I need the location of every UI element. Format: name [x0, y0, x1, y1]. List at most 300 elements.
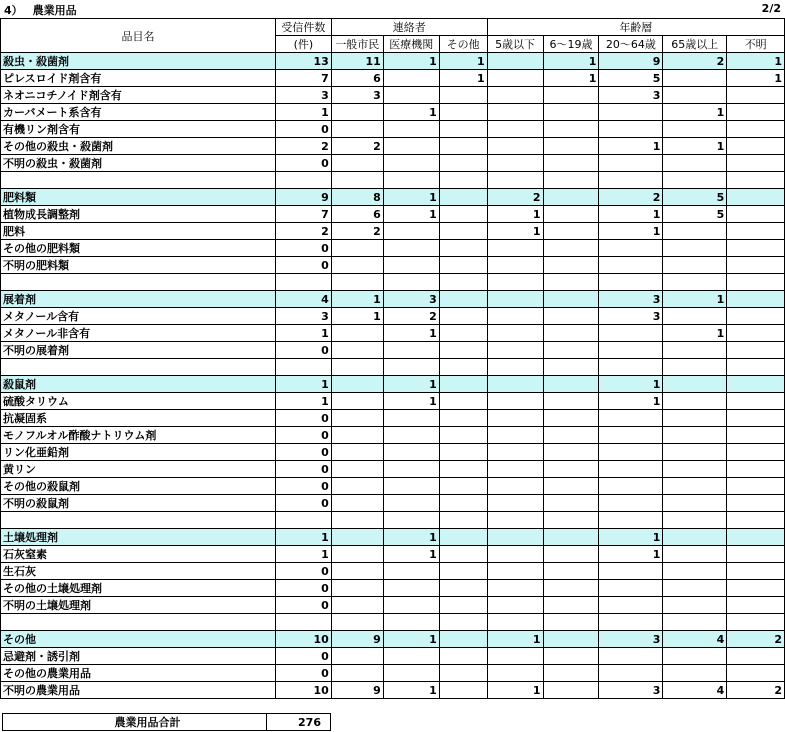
item-name: メタノール含有 [1, 308, 276, 325]
count-cell: 0 [275, 257, 331, 274]
value-cell [663, 121, 727, 138]
value-cell [663, 648, 727, 665]
value-cell [331, 546, 383, 563]
item-row [1, 70, 785, 87]
value-cell [439, 393, 487, 410]
value-cell [727, 342, 785, 359]
item-name: 石灰窒素 [1, 546, 276, 563]
value-cell [663, 478, 727, 495]
spacer-cell [487, 614, 543, 631]
category-row [1, 291, 785, 308]
value-cell [439, 427, 487, 444]
spacer-cell [727, 359, 785, 376]
spacer-cell [663, 359, 727, 376]
spacer-cell [383, 512, 439, 529]
spacer-cell [383, 274, 439, 291]
count-cell: 9 [275, 189, 331, 206]
value-cell [543, 121, 599, 138]
header-age-col: 不明 [727, 36, 785, 53]
value-cell [383, 87, 439, 104]
value-cell: 1 [543, 53, 599, 70]
value-cell [439, 121, 487, 138]
spacer-cell [439, 614, 487, 631]
value-cell [543, 325, 599, 342]
spacer-cell [439, 512, 487, 529]
value-cell [439, 529, 487, 546]
value-cell: 3 [599, 308, 663, 325]
category-row [1, 631, 785, 648]
value-cell: 2 [383, 308, 439, 325]
spacer-cell [275, 359, 331, 376]
value-cell [663, 580, 727, 597]
value-cell [331, 393, 383, 410]
header-contact-group: 連絡者 [331, 19, 487, 36]
value-cell [663, 597, 727, 614]
value-cell [487, 393, 543, 410]
spacer-cell [599, 512, 663, 529]
count-cell: 1 [275, 104, 331, 121]
value-cell [543, 563, 599, 580]
value-cell [331, 257, 383, 274]
value-cell [331, 342, 383, 359]
item-name: 植物成長調整剤 [1, 206, 276, 223]
item-name: 硫酸タリウム [1, 393, 276, 410]
count-cell: 2 [275, 138, 331, 155]
spacer-cell [663, 512, 727, 529]
value-cell [331, 376, 383, 393]
spacer-cell [331, 614, 383, 631]
item-row [1, 665, 785, 682]
value-cell [487, 478, 543, 495]
value-cell [727, 325, 785, 342]
spacer-row [1, 614, 785, 631]
value-cell [439, 461, 487, 478]
spacer-cell [487, 359, 543, 376]
value-cell [383, 478, 439, 495]
value-cell [663, 87, 727, 104]
value-cell [599, 155, 663, 172]
item-name: 不明の殺鼠剤 [1, 495, 276, 512]
count-cell: 7 [275, 70, 331, 87]
value-cell: 3 [599, 631, 663, 648]
item-row [1, 495, 785, 512]
count-cell: 0 [275, 563, 331, 580]
spacer-cell [543, 274, 599, 291]
agri-products-table [0, 18, 785, 699]
value-cell [487, 597, 543, 614]
value-cell [487, 121, 543, 138]
spacer-cell [1, 512, 276, 529]
value-cell: 1 [543, 70, 599, 87]
item-name: その他の殺虫・殺菌剤 [1, 138, 276, 155]
value-cell [727, 427, 785, 444]
value-cell [727, 461, 785, 478]
spacer-cell [663, 172, 727, 189]
value-cell [439, 189, 487, 206]
value-cell: 1 [331, 291, 383, 308]
value-cell [331, 529, 383, 546]
count-cell: 3 [275, 308, 331, 325]
value-cell [599, 444, 663, 461]
value-cell: 5 [663, 189, 727, 206]
value-cell: 1 [599, 546, 663, 563]
value-cell: 1 [663, 291, 727, 308]
count-cell: 0 [275, 495, 331, 512]
item-row [1, 597, 785, 614]
value-cell: 1 [599, 393, 663, 410]
value-cell [663, 546, 727, 563]
item-row [1, 648, 785, 665]
value-cell [727, 376, 785, 393]
total-table [2, 713, 331, 731]
value-cell [439, 478, 487, 495]
category-name: その他 [1, 631, 276, 648]
value-cell [727, 138, 785, 155]
value-cell: 2 [727, 682, 785, 699]
value-cell [727, 478, 785, 495]
value-cell: 9 [331, 631, 383, 648]
header-item-name: 品目名 [1, 19, 276, 53]
item-row [1, 104, 785, 121]
count-cell: 13 [275, 53, 331, 70]
value-cell [487, 410, 543, 427]
value-cell [331, 563, 383, 580]
count-cell: 1 [275, 376, 331, 393]
value-cell: 1 [487, 682, 543, 699]
value-cell: 2 [487, 189, 543, 206]
item-name: 忌避剤・誘引剤 [1, 648, 276, 665]
value-cell [599, 478, 663, 495]
value-cell: 2 [727, 631, 785, 648]
value-cell: 1 [599, 138, 663, 155]
spacer-cell [487, 274, 543, 291]
value-cell [487, 665, 543, 682]
value-cell [383, 155, 439, 172]
value-cell [663, 427, 727, 444]
item-name: その他の殺鼠剤 [1, 478, 276, 495]
header-received-unit: (件) [275, 36, 331, 53]
value-cell [439, 104, 487, 121]
spacer-cell [439, 172, 487, 189]
value-cell: 1 [599, 376, 663, 393]
value-cell: 1 [383, 393, 439, 410]
count-cell: 2 [275, 223, 331, 240]
value-cell: 1 [331, 308, 383, 325]
value-cell [663, 223, 727, 240]
spacer-cell [543, 172, 599, 189]
item-name: ピレスロイド剤含有 [1, 70, 276, 87]
value-cell [543, 461, 599, 478]
value-cell: 1 [383, 631, 439, 648]
item-name: その他の農業用品 [1, 665, 276, 682]
item-row [1, 155, 785, 172]
item-row [1, 461, 785, 478]
value-cell [727, 665, 785, 682]
value-cell [727, 257, 785, 274]
value-cell [383, 563, 439, 580]
value-cell: 6 [331, 70, 383, 87]
value-cell: 4 [663, 682, 727, 699]
count-cell: 0 [275, 240, 331, 257]
category-name: 肥料類 [1, 189, 276, 206]
value-cell [383, 597, 439, 614]
value-cell [383, 495, 439, 512]
item-row [1, 308, 785, 325]
category-name: 展着剤 [1, 291, 276, 308]
value-cell: 9 [599, 53, 663, 70]
value-cell: 1 [439, 70, 487, 87]
value-cell [487, 648, 543, 665]
category-row [1, 529, 785, 546]
spacer-cell [275, 172, 331, 189]
value-cell: 1 [383, 325, 439, 342]
item-name: 肥料 [1, 223, 276, 240]
count-cell: 0 [275, 121, 331, 138]
value-cell [383, 427, 439, 444]
item-name: 不明の肥料類 [1, 257, 276, 274]
item-row [1, 325, 785, 342]
value-cell [663, 461, 727, 478]
count-cell: 0 [275, 410, 331, 427]
value-cell [727, 563, 785, 580]
spacer-cell [599, 359, 663, 376]
value-cell: 3 [383, 291, 439, 308]
spacer-cell [599, 172, 663, 189]
value-cell [487, 155, 543, 172]
value-cell [727, 495, 785, 512]
value-cell [383, 410, 439, 427]
value-cell [543, 682, 599, 699]
count-cell: 0 [275, 648, 331, 665]
value-cell [543, 240, 599, 257]
spacer-cell [275, 614, 331, 631]
count-cell: 7 [275, 206, 331, 223]
value-cell [487, 427, 543, 444]
value-cell [331, 410, 383, 427]
value-cell [599, 342, 663, 359]
header-age-col: 20～64歳 [599, 36, 663, 53]
value-cell [439, 155, 487, 172]
item-row [1, 342, 785, 359]
value-cell [383, 444, 439, 461]
value-cell [727, 580, 785, 597]
value-cell: 1 [487, 223, 543, 240]
value-cell [331, 495, 383, 512]
value-cell [439, 308, 487, 325]
value-cell [331, 665, 383, 682]
item-row [1, 87, 785, 104]
spacer-cell [487, 512, 543, 529]
value-cell [663, 155, 727, 172]
value-cell: 1 [599, 206, 663, 223]
value-cell [331, 648, 383, 665]
value-cell [727, 291, 785, 308]
value-cell [727, 444, 785, 461]
spacer-cell [663, 614, 727, 631]
value-cell [543, 104, 599, 121]
value-cell [439, 138, 487, 155]
item-name: 抗凝固系 [1, 410, 276, 427]
value-cell [439, 240, 487, 257]
value-cell [331, 121, 383, 138]
value-cell [543, 189, 599, 206]
spacer-cell [439, 274, 487, 291]
value-cell: 3 [599, 87, 663, 104]
value-cell [543, 87, 599, 104]
item-name: その他の肥料類 [1, 240, 276, 257]
total-label: 農業用品合計 [3, 714, 267, 731]
value-cell [439, 206, 487, 223]
value-cell: 4 [663, 631, 727, 648]
spacer-cell [1, 359, 276, 376]
spacer-row [1, 512, 785, 529]
category-name: 殺虫・殺菌剤 [1, 53, 276, 70]
header-contact-col: 医療機関 [383, 36, 439, 53]
value-cell [543, 597, 599, 614]
value-cell [599, 563, 663, 580]
spacer-cell [663, 274, 727, 291]
value-cell [383, 121, 439, 138]
item-name: 不明の殺虫・殺菌剤 [1, 155, 276, 172]
value-cell [663, 240, 727, 257]
value-cell [663, 376, 727, 393]
spacer-cell [1, 172, 276, 189]
spacer-cell [727, 172, 785, 189]
value-cell [543, 257, 599, 274]
header-age-col: 5歳以下 [487, 36, 543, 53]
value-cell [663, 393, 727, 410]
item-row [1, 427, 785, 444]
value-cell [487, 53, 543, 70]
value-cell [727, 648, 785, 665]
value-cell [599, 597, 663, 614]
section-name: 農業用品 [32, 4, 77, 17]
item-row [1, 121, 785, 138]
value-cell [439, 648, 487, 665]
value-cell [439, 223, 487, 240]
spacer-row [1, 172, 785, 189]
category-name: 殺鼠剤 [1, 376, 276, 393]
spacer-cell [275, 512, 331, 529]
value-cell [487, 240, 543, 257]
value-cell [543, 529, 599, 546]
value-cell [331, 597, 383, 614]
value-cell [487, 495, 543, 512]
value-cell [331, 325, 383, 342]
count-cell: 0 [275, 597, 331, 614]
count-cell: 0 [275, 580, 331, 597]
value-cell [383, 138, 439, 155]
value-cell [599, 257, 663, 274]
value-cell [543, 155, 599, 172]
value-cell [599, 665, 663, 682]
value-cell [331, 104, 383, 121]
category-row [1, 189, 785, 206]
item-name: 不明の農業用品 [1, 682, 276, 699]
value-cell [383, 648, 439, 665]
item-row [1, 410, 785, 427]
category-name: 土壌処理剤 [1, 529, 276, 546]
value-cell [487, 376, 543, 393]
value-cell [727, 546, 785, 563]
value-cell [543, 580, 599, 597]
header-row-1 [1, 19, 785, 36]
spacer-cell [599, 614, 663, 631]
value-cell [663, 342, 727, 359]
value-cell: 9 [331, 682, 383, 699]
value-cell [663, 308, 727, 325]
spacer-cell [727, 274, 785, 291]
spacer-cell [487, 172, 543, 189]
value-cell [439, 376, 487, 393]
value-cell [487, 308, 543, 325]
value-cell [727, 223, 785, 240]
value-cell [599, 580, 663, 597]
value-cell [543, 223, 599, 240]
value-cell [439, 291, 487, 308]
value-cell [543, 444, 599, 461]
header-age-group: 年齢層 [487, 19, 784, 36]
value-cell [543, 648, 599, 665]
spacer-cell [599, 274, 663, 291]
value-cell [383, 240, 439, 257]
value-cell: 1 [487, 206, 543, 223]
total-value: 276 [267, 714, 331, 731]
value-cell [487, 546, 543, 563]
value-cell [543, 393, 599, 410]
value-cell [663, 529, 727, 546]
item-name: 不明の展着剤 [1, 342, 276, 359]
value-cell [331, 444, 383, 461]
value-cell: 11 [331, 53, 383, 70]
count-cell: 0 [275, 155, 331, 172]
value-cell [439, 495, 487, 512]
total-row [3, 714, 331, 731]
item-row [1, 257, 785, 274]
spacer-cell [439, 359, 487, 376]
value-cell [599, 240, 663, 257]
count-cell: 0 [275, 342, 331, 359]
value-cell [663, 70, 727, 87]
value-cell [487, 529, 543, 546]
value-cell: 1 [439, 53, 487, 70]
item-row [1, 580, 785, 597]
value-cell [663, 495, 727, 512]
spacer-cell [543, 359, 599, 376]
value-cell [543, 308, 599, 325]
value-cell [487, 138, 543, 155]
spacer-cell [331, 359, 383, 376]
value-cell: 3 [331, 87, 383, 104]
category-row [1, 53, 785, 70]
value-cell [543, 138, 599, 155]
value-cell [439, 546, 487, 563]
value-cell: 8 [331, 189, 383, 206]
item-row [1, 682, 785, 699]
value-cell [439, 87, 487, 104]
item-row [1, 444, 785, 461]
value-cell [439, 342, 487, 359]
spacer-cell [331, 274, 383, 291]
value-cell: 3 [599, 291, 663, 308]
value-cell [487, 291, 543, 308]
item-name: メタノール非含有 [1, 325, 276, 342]
value-cell [439, 665, 487, 682]
value-cell [487, 325, 543, 342]
value-cell: 1 [663, 325, 727, 342]
value-cell [599, 427, 663, 444]
value-cell [543, 665, 599, 682]
